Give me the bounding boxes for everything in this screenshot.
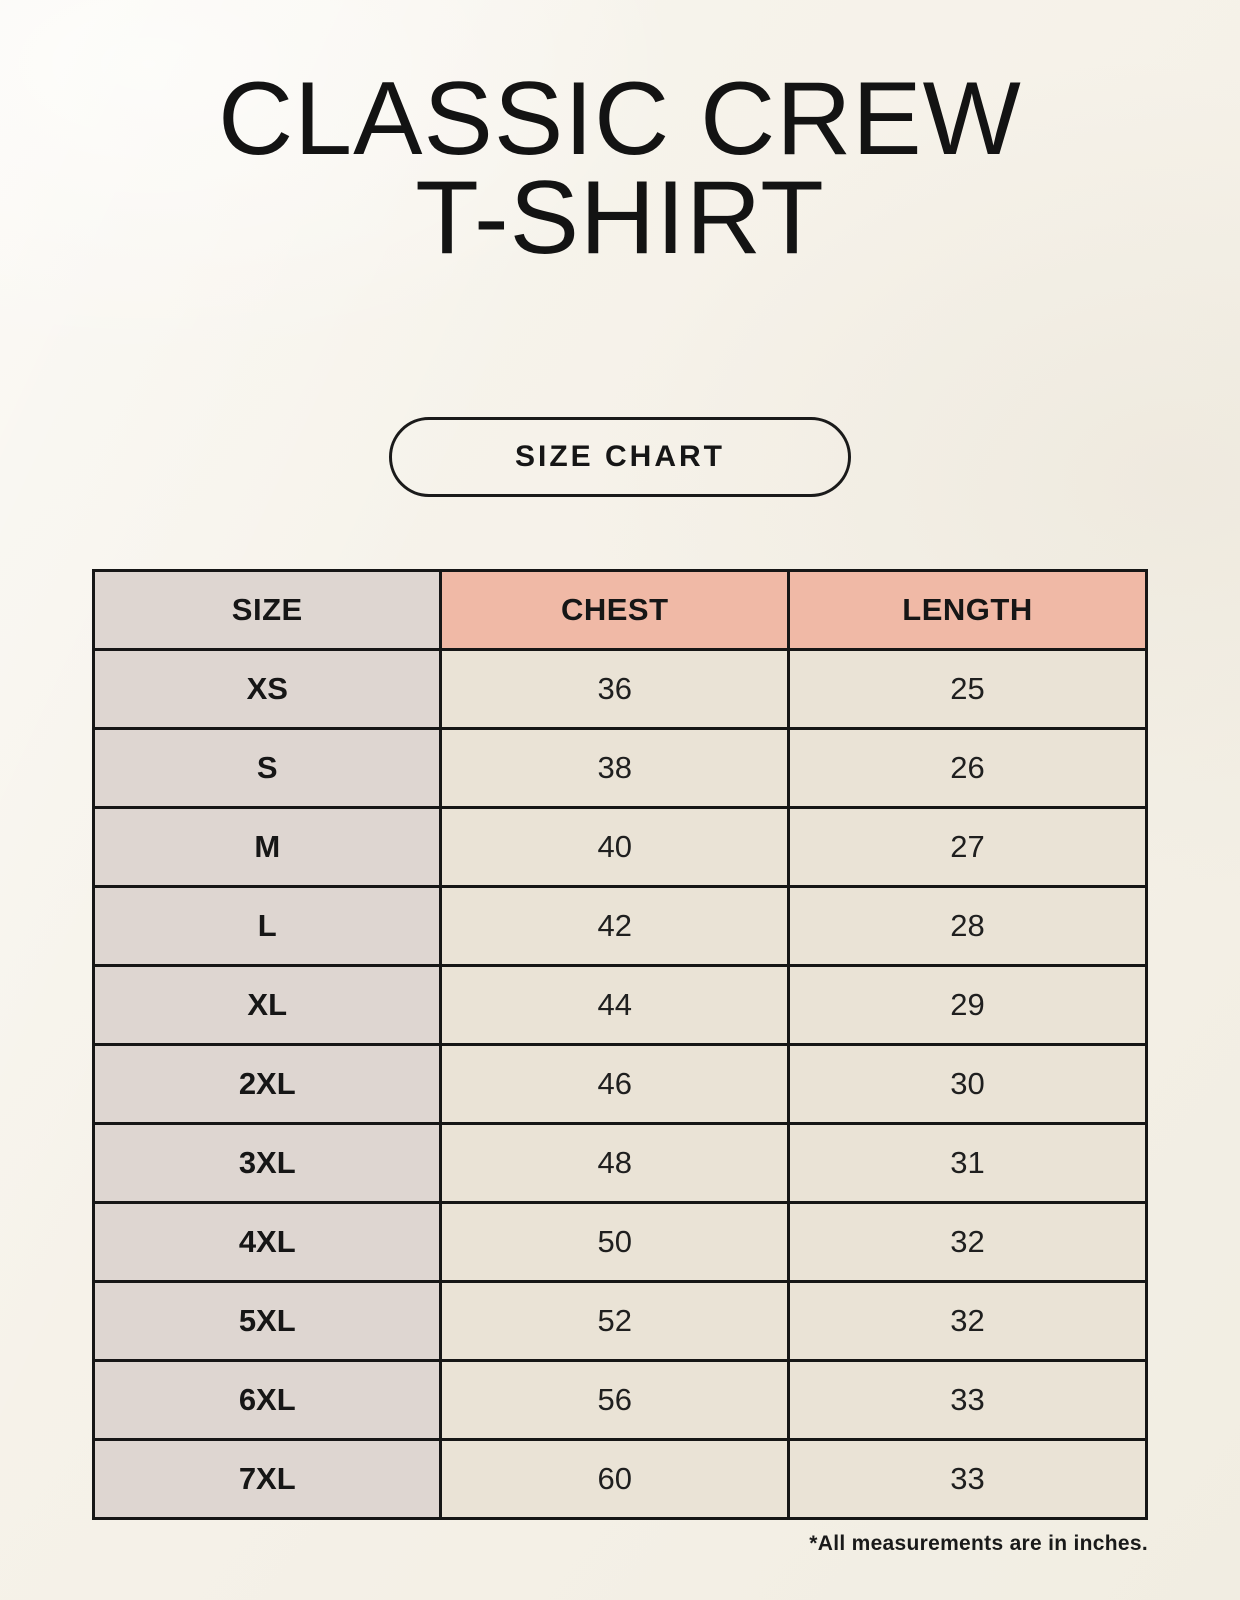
- size-cell: 4XL: [94, 1203, 441, 1282]
- table-row-s: [94, 729, 1147, 808]
- table-row-l: [94, 887, 1147, 966]
- size-cell: 3XL: [94, 1124, 441, 1203]
- size-cell: L: [94, 887, 441, 966]
- column-header-length: LENGTH: [788, 571, 1146, 650]
- size-chart-table: [92, 569, 1148, 1520]
- chest-cell: 48: [441, 1124, 788, 1203]
- size-cell: XL: [94, 966, 441, 1045]
- table-row-xl: [94, 966, 1147, 1045]
- length-cell: 32: [788, 1203, 1146, 1282]
- size-chart-button[interactable]: SIZE CHART: [389, 417, 851, 497]
- length-cell: 30: [788, 1045, 1146, 1124]
- page-title-line2: T-SHIRT: [415, 159, 825, 276]
- chest-cell: 40: [441, 808, 788, 887]
- chest-cell: 56: [441, 1361, 788, 1440]
- chest-cell: 36: [441, 650, 788, 729]
- length-cell: 33: [788, 1361, 1146, 1440]
- chest-cell: 42: [441, 887, 788, 966]
- table-row-7xl: [94, 1440, 1147, 1519]
- chest-cell: 44: [441, 966, 788, 1045]
- chest-cell: 46: [441, 1045, 788, 1124]
- column-header-size: SIZE: [94, 571, 441, 650]
- chest-cell: 50: [441, 1203, 788, 1282]
- length-cell: 31: [788, 1124, 1146, 1203]
- size-cell: M: [94, 808, 441, 887]
- length-cell: 28: [788, 887, 1146, 966]
- table-row-2xl: [94, 1045, 1147, 1124]
- chest-cell: 52: [441, 1282, 788, 1361]
- length-cell: 25: [788, 650, 1146, 729]
- length-cell: 29: [788, 966, 1146, 1045]
- size-cell: XS: [94, 650, 441, 729]
- chest-cell: 38: [441, 729, 788, 808]
- length-cell: 33: [788, 1440, 1146, 1519]
- table-row-m: [94, 808, 1147, 887]
- table-row-6xl: [94, 1361, 1147, 1440]
- page-title: [218, 61, 1022, 276]
- table-row-5xl: [94, 1282, 1147, 1361]
- column-header-chest: CHEST: [441, 571, 788, 650]
- length-cell: 32: [788, 1282, 1146, 1361]
- length-cell: 27: [788, 808, 1146, 887]
- page-title-line1: CLASSIC CREW: [218, 61, 1022, 177]
- size-cell: 2XL: [94, 1045, 441, 1124]
- size-cell: 6XL: [94, 1361, 441, 1440]
- size-cell: 5XL: [94, 1282, 441, 1361]
- chest-cell: 60: [441, 1440, 788, 1519]
- size-cell: S: [94, 729, 441, 808]
- table-row-4xl: [94, 1203, 1147, 1282]
- size-cell: 7XL: [94, 1440, 441, 1519]
- length-cell: 26: [788, 729, 1146, 808]
- measurements-footnote: *All measurements are in inches.: [809, 1532, 1148, 1556]
- header-row: [94, 571, 1147, 650]
- table-row-3xl: [94, 1124, 1147, 1203]
- table-row-xs: [94, 650, 1147, 729]
